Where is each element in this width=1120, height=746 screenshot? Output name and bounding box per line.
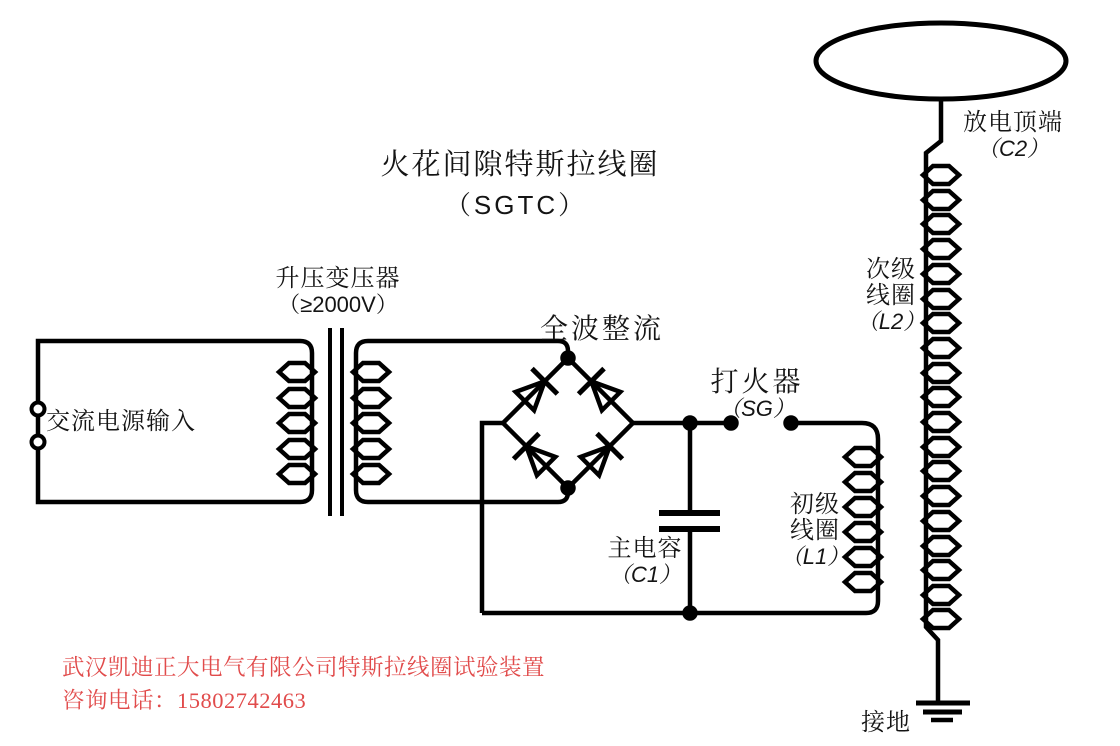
secondary-coil-ref: （L2） — [856, 309, 926, 334]
spark-gap-name: 打火器 — [710, 366, 804, 397]
footer-phone-line: 咨询电话：15802742463 — [62, 688, 307, 713]
transformer-spec: （≥2000V） — [278, 291, 398, 317]
diagram-subtitle: （SGTC） — [444, 190, 588, 220]
secondary-coil-name-2: 线圈 — [866, 282, 916, 309]
spark-gap-ref: （SG） — [719, 396, 795, 422]
label-transformer — [256, 266, 420, 318]
junction-bridge-top — [563, 353, 574, 364]
diagram-title: 火花间隙特斯拉线圈 — [380, 149, 660, 181]
main-capacitor-name: 主电容 — [607, 535, 683, 562]
discharge-terminal-name: 放电顶端 — [963, 109, 1063, 136]
main-capacitor-ref: （C1） — [608, 561, 682, 587]
transformer-name: 升压变压器 — [275, 265, 401, 292]
discharge-toroid — [816, 23, 1066, 99]
secondary-coil-name-1: 次级 — [866, 256, 916, 283]
primary-coil-name-1: 初级 — [790, 491, 840, 518]
label-rectifier: 全波整流 — [539, 313, 664, 344]
ac-terminal-top — [32, 403, 45, 416]
primary-coil-name-2: 线圈 — [790, 517, 840, 544]
footer-company-line: 武汉凯迪正大电气有限公司特斯拉线圈试验装置 — [62, 655, 546, 680]
ac-terminal-bottom — [32, 436, 45, 449]
label-main-capacitor — [596, 536, 694, 588]
label-ac-input: 交流电源输入 — [46, 408, 196, 435]
label-discharge-terminal — [952, 110, 1074, 162]
label-spark-gap — [700, 366, 814, 422]
label-secondary-coil — [854, 257, 928, 335]
discharge-terminal-ref: （C2） — [976, 135, 1050, 161]
label-ground: 接地 — [861, 709, 911, 736]
junction-bridge-bottom — [563, 483, 574, 494]
primary-coil-ref: （L1） — [780, 544, 850, 569]
label-primary-coil — [778, 492, 852, 570]
